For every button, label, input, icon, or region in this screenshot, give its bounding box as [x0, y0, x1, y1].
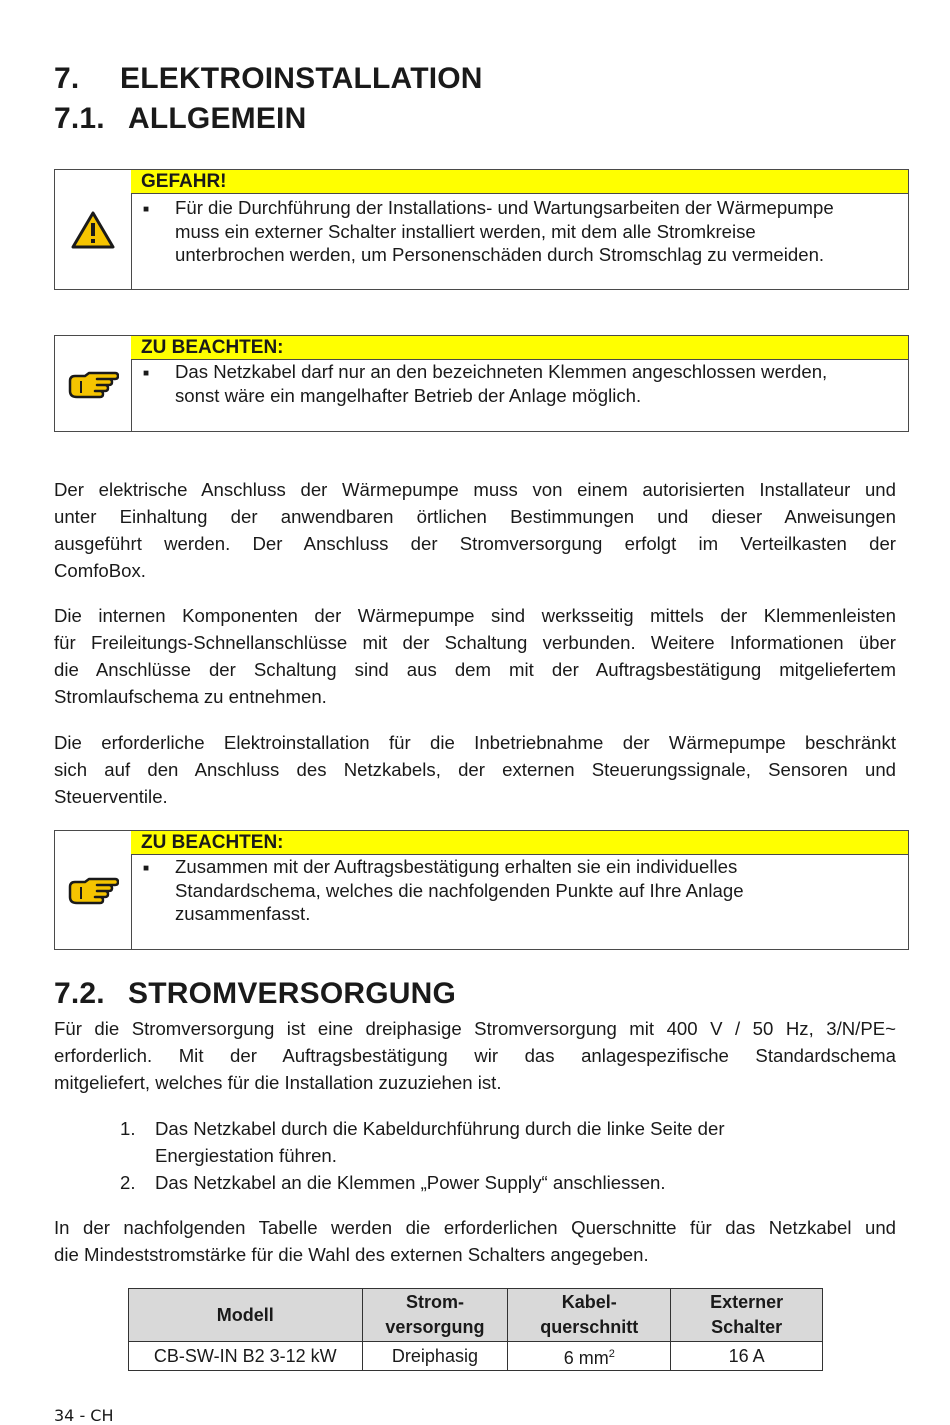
- note2-title: ZU BEACHTEN:: [131, 831, 908, 855]
- warning-triangle-icon: [71, 211, 115, 249]
- text-line: unter Einhaltung der anwendbaren örtlichen Bestimmungen und dieser Anweisungen: [54, 506, 896, 527]
- text-line: In der nachfolgenden Tabelle werden die erforderlichen Querschnitte für das Netzkabel und: [54, 1217, 896, 1238]
- section-heading-stromversorgung: [54, 977, 456, 1011]
- text-line: die Anschlüsse der Schaltung sind aus dem mit der Auftragsbestätigung mitgeliefertem: [54, 659, 896, 680]
- note2-text: [175, 855, 900, 926]
- paragraph-stromversorgung: [54, 1015, 896, 1096]
- text-line: Die erforderliche Elektroinstallation für die Inbetriebnahme der Wärmepumpe beschränkt: [54, 732, 896, 753]
- text-line: mitgeliefert, welches für die Installation zuzuziehen ist.: [54, 1072, 502, 1093]
- text-line: Das Netzkabel darf nur an den bezeichneten Klemmen angeschlossen werden,: [175, 361, 828, 382]
- text-line: sonst wäre ein mangelhafter Betrieb der Anlage möglich.: [175, 384, 642, 406]
- danger-notice: [54, 169, 909, 290]
- header-schalter: Externer Schalter: [671, 1289, 823, 1342]
- text-line: Das Netzkabel an die Klemmen „Power Supply“ anschliessen.: [155, 1172, 666, 1193]
- bullet-icon: ■: [143, 204, 150, 215]
- list-item-number: 2.: [120, 1172, 136, 1193]
- text-line: Stromlaufschema zu entnehmen.: [54, 686, 327, 707]
- cell-querschnitt: 6 $mm^2$: [508, 1342, 671, 1371]
- hand-icon-cell: [55, 336, 132, 431]
- text-line: die Mindeststromstärke für die Wahl des externen Schalters angegeben.: [54, 1244, 649, 1265]
- text-line: Standardschema, welches die nachfolgenden Punkte auf Ihre Anlage: [175, 879, 744, 901]
- page-footer: 34 - CH: [54, 1406, 114, 1425]
- header-modell: Modell: [129, 1289, 363, 1342]
- table-row: [129, 1342, 823, 1371]
- hand-icon-cell: [55, 831, 132, 949]
- note-notice-1: [54, 335, 909, 432]
- cell-schalter: 16 A: [671, 1342, 823, 1371]
- header-querschnitt: Kabel- querschnitt: [508, 1289, 671, 1342]
- pointing-hand-icon: [67, 369, 119, 399]
- note1-text: [175, 360, 900, 407]
- paragraph-elektroinstallation: [54, 729, 896, 810]
- text-line: zusammenfasst.: [175, 903, 311, 924]
- paragraph-anschluss: [54, 476, 896, 584]
- bullet-icon: ■: [143, 368, 150, 379]
- text-line: muss ein externer Schalter installiert werden, mit dem alle Stromkreise: [175, 220, 756, 242]
- text-line: Der elektrische Anschluss der Wärmepumpe muss von einem autorisierten Installateur und: [54, 479, 896, 500]
- section-heading-allgemein: [54, 102, 306, 136]
- section-title: STROMVERSORGUNG: [128, 977, 457, 1010]
- cell-modell: CB-SW-IN B2 3-12 kW: [129, 1342, 363, 1371]
- text-line: ComfoBox.: [54, 560, 146, 581]
- text-line: Zusammen mit der Auftragsbestätigung erhalten sie ein individuelles: [175, 856, 738, 877]
- paragraph-tabelle: [54, 1214, 896, 1268]
- danger-title: GEFAHR!: [131, 170, 908, 194]
- text-line: erforderlich. Mit der Auftragsbestätigung wir das anlagespezifische Standardschema: [54, 1045, 896, 1066]
- text-line: Steuerventile.: [54, 786, 168, 807]
- chapter-title: ELEKTROINSTALLATION: [120, 62, 483, 95]
- list-item: [155, 1169, 666, 1196]
- text-line: ausgeführt werden. Der Anschluss der Stromversorgung erfolgt im Verteilkasten der: [54, 533, 896, 554]
- chapter-heading: [54, 62, 483, 96]
- paragraph-komponenten: [54, 602, 896, 710]
- pointing-hand-icon: [67, 875, 119, 905]
- power-spec-table: [128, 1288, 823, 1371]
- text-line: für Freileitungs-Schnellanschlüsse mit der Schaltung verbunden. Weitere Informationen über: [54, 632, 896, 653]
- note-notice-2: [54, 830, 909, 950]
- table-header-row: [129, 1289, 823, 1342]
- note1-title: ZU BEACHTEN:: [131, 336, 908, 360]
- text-line: sich auf den Anschluss des Netzkabels, der externen Steuerungssignale, Sensoren und: [54, 759, 896, 780]
- text-line: Die internen Komponenten der Wärmepumpe sind werksseitig mittels der Klemmenleisten: [54, 605, 896, 626]
- list-item-number: 1.: [120, 1118, 136, 1139]
- list-item: [155, 1115, 725, 1169]
- text-line: Das Netzkabel durch die Kabeldurchführung durch die linke Seite der: [155, 1118, 725, 1139]
- text-line: Für die Stromversorgung ist eine dreiphasige Stromversorgung mit 400 V / 50 Hz, 3/N/PE~: [54, 1018, 896, 1039]
- danger-text: [175, 196, 900, 267]
- section-title: ALLGEMEIN: [128, 102, 307, 135]
- cell-versorgung: Dreiphasig: [362, 1342, 508, 1371]
- section-number: 7.1.: [54, 102, 105, 135]
- bullet-icon: ■: [143, 863, 150, 874]
- text-line: unterbrochen werden, um Personenschäden durch Stromschlag zu vermeiden.: [175, 244, 825, 265]
- text-line: Für die Durchführung der Installations- und Wartungsarbeiten der Wärmepumpe: [175, 197, 834, 218]
- chapter-number: 7.: [54, 62, 80, 95]
- text-line: Energiestation führen.: [155, 1145, 337, 1166]
- header-versorgung: Strom- versorgung: [362, 1289, 508, 1342]
- section-number: 7.2.: [54, 977, 105, 1010]
- warning-icon-cell: [55, 170, 132, 289]
